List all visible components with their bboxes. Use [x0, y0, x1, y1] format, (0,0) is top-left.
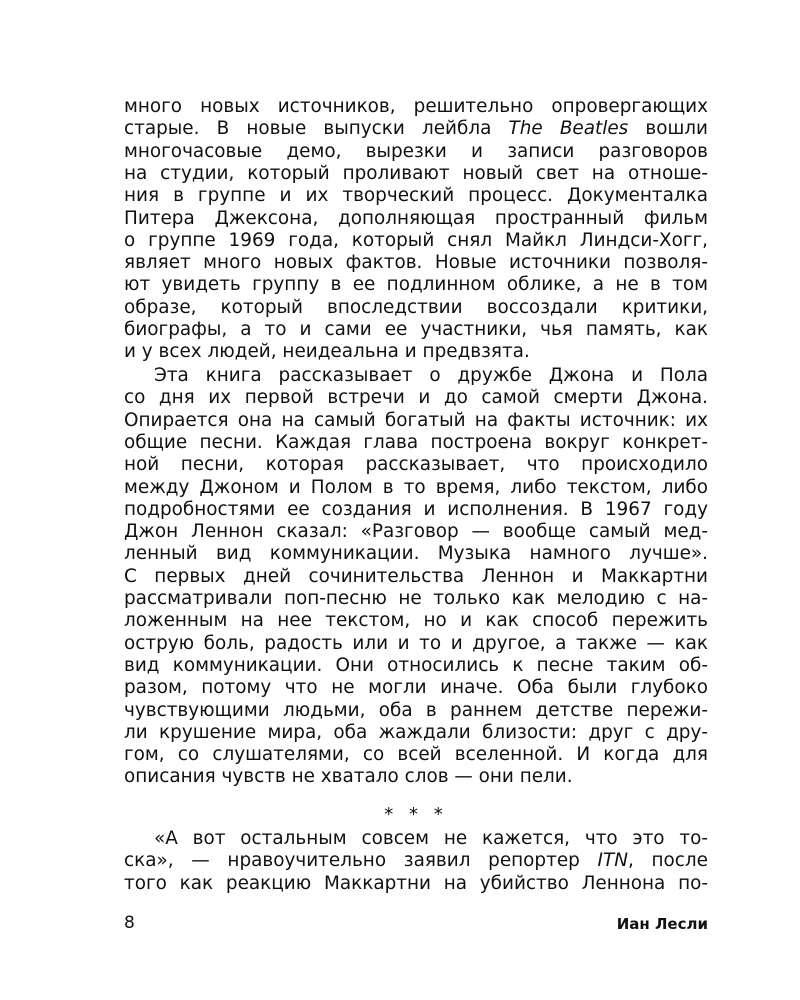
text-span: , после	[627, 850, 708, 872]
text-line: разом, потому что не могли иначе. Оба были глубоко	[124, 677, 708, 699]
text-line: образе, который впоследствии воссоздали критики,	[124, 296, 708, 318]
text-line: Питера Джексона, дополняющая пространный фильм	[124, 207, 708, 229]
text-span: ска», — нравоучительно заявил репортер	[124, 850, 598, 872]
text-line: о группе 1969 года, который снял Майкл Линдси-Хогг,	[124, 229, 708, 251]
text-line: чувствующими людьми, оба в раннем детстве пережи-	[124, 699, 708, 721]
text-line: ли крушение мира, оба жаждали близости: друг с дру-	[124, 721, 708, 743]
text-line: на студии, который проливают новый свет на отноше-	[124, 162, 708, 184]
text-line: вид коммуникации. Они относились к песне таким об-	[124, 654, 708, 676]
text-line: «А вот остальным совсем не кажется, что это то-	[154, 828, 708, 849]
page-number: 8	[124, 913, 135, 933]
text-line: ной песни, которая рассказывает, что происходило	[124, 454, 708, 476]
running-header-author: Иан Лесли	[616, 915, 708, 933]
text-line: Эта книга рассказывает о дружбе Джона и Пола	[154, 365, 708, 386]
text-line: подробностями ее создания и исполнения. В 1967 году	[124, 498, 708, 520]
text-line: острую боль, радость или и то и другое, а также — как	[124, 632, 708, 654]
text-line: С первых дней сочинительства Леннон и Маккартни	[124, 565, 708, 587]
italic-text: ITN	[597, 850, 628, 872]
text-line: гом, со слушателями, со всей вселенной. И когда для	[124, 744, 708, 766]
italic-text: The Beatles	[508, 118, 629, 140]
section-separator: * * *	[384, 804, 448, 825]
text-line: ложенным на нее текстом, но и как способ пережить	[124, 610, 708, 632]
text-line: и у всех людей, неидеальна и предвзята.	[124, 341, 530, 363]
text-line: общие песни. Каждая глава построена вокруг конкрет-	[124, 431, 708, 453]
text-span: старые. В новые выпуски лейбла	[124, 118, 509, 140]
text-line: много новых источников, решительно опровергающих	[124, 96, 708, 117]
text-line: биографы, а то и сами ее участники, чья память, как	[124, 319, 708, 340]
text-line: многочасовые демо, вырезки и записи разговоров	[124, 140, 708, 162]
text-line: ния в группе и их творческий процесс. Документалка	[124, 185, 708, 207]
text-line: описания чувств не хватало слов — они пели.	[124, 766, 573, 788]
text-span: вошли	[628, 118, 708, 140]
text-line: Опирается она на самый богатый на факты источник: их	[124, 409, 708, 431]
text-line: ют увидеть группу в ее подлинном облике, а не в том	[124, 274, 708, 296]
text-line	[124, 118, 708, 140]
text-line: ленный вид коммуникации. Музыка намного лучше».	[124, 543, 708, 565]
text-line	[124, 850, 708, 872]
text-line: со дня их первой встречи и до самой смерти Джона.	[124, 387, 708, 409]
text-line: рассматривали поп-песню не только как мелодию с на-	[124, 588, 708, 609]
text-line: между Джоном и Полом в то время, либо текстом, либо	[124, 476, 708, 498]
text-line: Джон Леннон сказал: «Разговор — вообще самый мед-	[124, 521, 708, 543]
text-line: того как реакцию Маккартни на убийство Леннона по-	[124, 872, 708, 894]
text-line: являет много новых фактов. Новые источники позволя-	[124, 252, 708, 274]
